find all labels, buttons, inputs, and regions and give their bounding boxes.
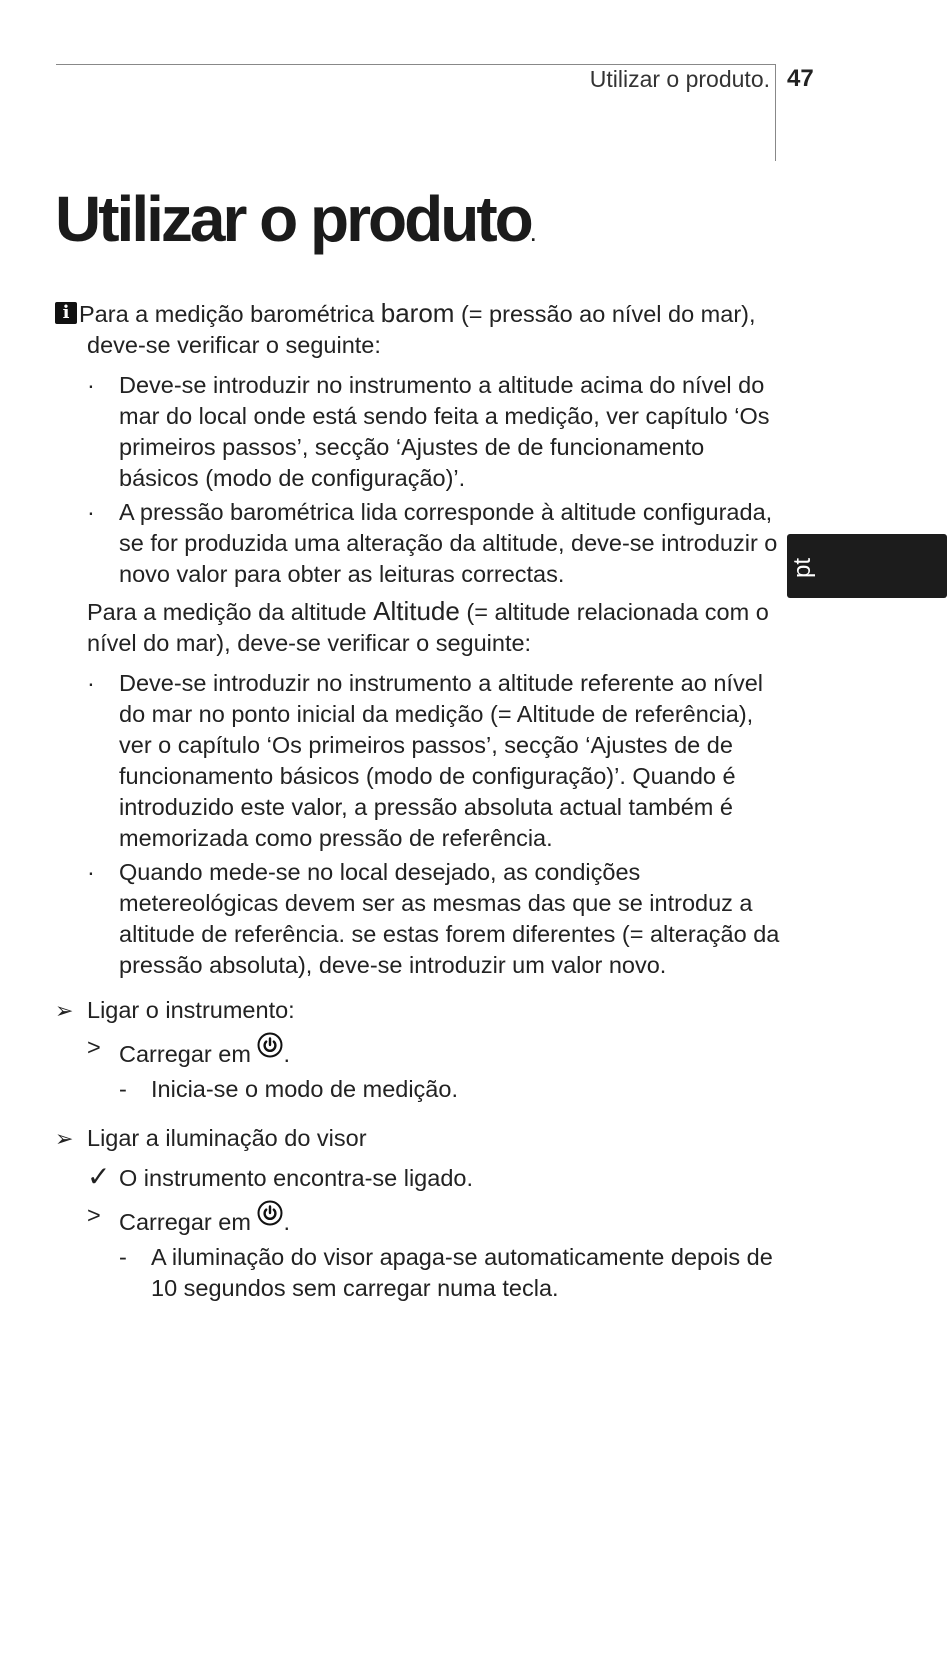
info-icon: i xyxy=(55,302,77,324)
bullet-marker: · xyxy=(87,670,95,696)
barom-term: barom xyxy=(380,298,455,328)
altitude-intro-text-before: Para a medição da altitude xyxy=(87,599,374,625)
list-item-text: Deve-se introduzir no instrumento a altitude acima do nível do mar do local onde está sendo feita a medição, ver capítulo ‘Os primeiros passos’, secção ‘Ajustes de de funcionamento básicos (modo de configuração)’. xyxy=(119,372,770,491)
language-tab-label: pt xyxy=(789,557,817,579)
step-backlight-action xyxy=(55,1200,785,1238)
running-header: Utilizar o produto. xyxy=(589,66,770,92)
list-item xyxy=(87,857,785,981)
bullet-marker: · xyxy=(87,499,95,525)
action-text: Carregar em xyxy=(119,1209,258,1235)
list-item xyxy=(87,497,785,590)
step-arrow-icon: ➢ xyxy=(55,1126,74,1151)
altitude-term: Altitude xyxy=(373,596,460,626)
bullet-marker: · xyxy=(87,372,95,398)
list-item-text: A pressão barométrica lida corresponde à altitude configurada, se for produzida uma alteração da altitude, deve-se introduzir o novo valor para obter as leituras correctas. xyxy=(119,499,778,587)
list-item xyxy=(87,668,785,854)
precondition-text: O instrumento encontra-se ligado. xyxy=(119,1165,473,1191)
step-arrow-icon: ➢ xyxy=(55,998,74,1023)
barom-intro xyxy=(55,298,785,361)
step-title: Ligar a iluminação do visor xyxy=(87,1125,367,1151)
step-power-on xyxy=(55,995,785,1026)
result-text: Inicia-se o modo de medição. xyxy=(151,1076,458,1102)
result-marker: - xyxy=(119,1076,127,1102)
list-item-text: Deve-se introduzir no instrumento a altitude referente ao nível do mar no ponto inicial da medição (= Altitude de referência), ver o capítulo ‘Os primeiros passos’, secção ‘Ajustes de de funcionamento básicos (modo de configuração)’. Quando é introduzido este valor, a pressão absoluta actual também é memorizada como pressão de referência. xyxy=(119,670,763,851)
main-content xyxy=(55,298,785,1304)
result-text: A iluminação do visor apaga-se automaticamente depois de 10 segundos sem carregar numa tecla. xyxy=(151,1244,773,1301)
action-marker: > xyxy=(87,1034,101,1060)
altitude-intro-text-after: (= altitude relacionada com o nível do mar), deve-se verificar o seguinte: xyxy=(87,599,769,656)
result-marker: - xyxy=(119,1244,127,1270)
barom-intro-text-before: Para a medição barométrica xyxy=(79,301,381,327)
barom-bullet-list xyxy=(87,370,785,590)
barom-intro-text-after: (= pressão ao nível do mar), deve-se verificar o seguinte: xyxy=(87,301,756,358)
action-text-end: . xyxy=(283,1041,290,1067)
step-power-on-result xyxy=(55,1074,785,1105)
header-side-rule xyxy=(775,64,776,161)
altitude-bullet-list xyxy=(87,668,785,981)
action-text: Carregar em xyxy=(119,1041,258,1067)
step-backlight-result xyxy=(55,1242,785,1304)
step-title: Ligar o instrumento: xyxy=(87,997,295,1023)
altitude-intro xyxy=(87,596,785,659)
list-item xyxy=(87,370,785,494)
action-marker: > xyxy=(87,1202,101,1228)
power-button-icon xyxy=(257,1200,283,1226)
list-item-text: Quando mede-se no local desejado, as condições metereológicas devem ser as mesmas das que se introduz a altitude de referência. se estas forem diferentes (= alteração da pressão absoluta), deve-se introduzir um valor novo. xyxy=(119,859,780,978)
bullet-marker: · xyxy=(87,859,95,885)
page-number: 47 xyxy=(787,65,814,92)
step-power-on-action xyxy=(55,1032,785,1070)
page-title-dot: . xyxy=(530,225,536,245)
action-text-end: . xyxy=(283,1209,290,1235)
step-backlight-precondition xyxy=(55,1163,785,1194)
page-title xyxy=(55,182,536,256)
page-title-text: Utilizar o produto xyxy=(55,183,531,255)
power-button-icon xyxy=(257,1032,283,1058)
header-rule xyxy=(56,64,776,65)
checkmark-icon: ✓ xyxy=(87,1161,111,1192)
step-backlight xyxy=(55,1123,785,1154)
language-tab xyxy=(787,534,947,598)
